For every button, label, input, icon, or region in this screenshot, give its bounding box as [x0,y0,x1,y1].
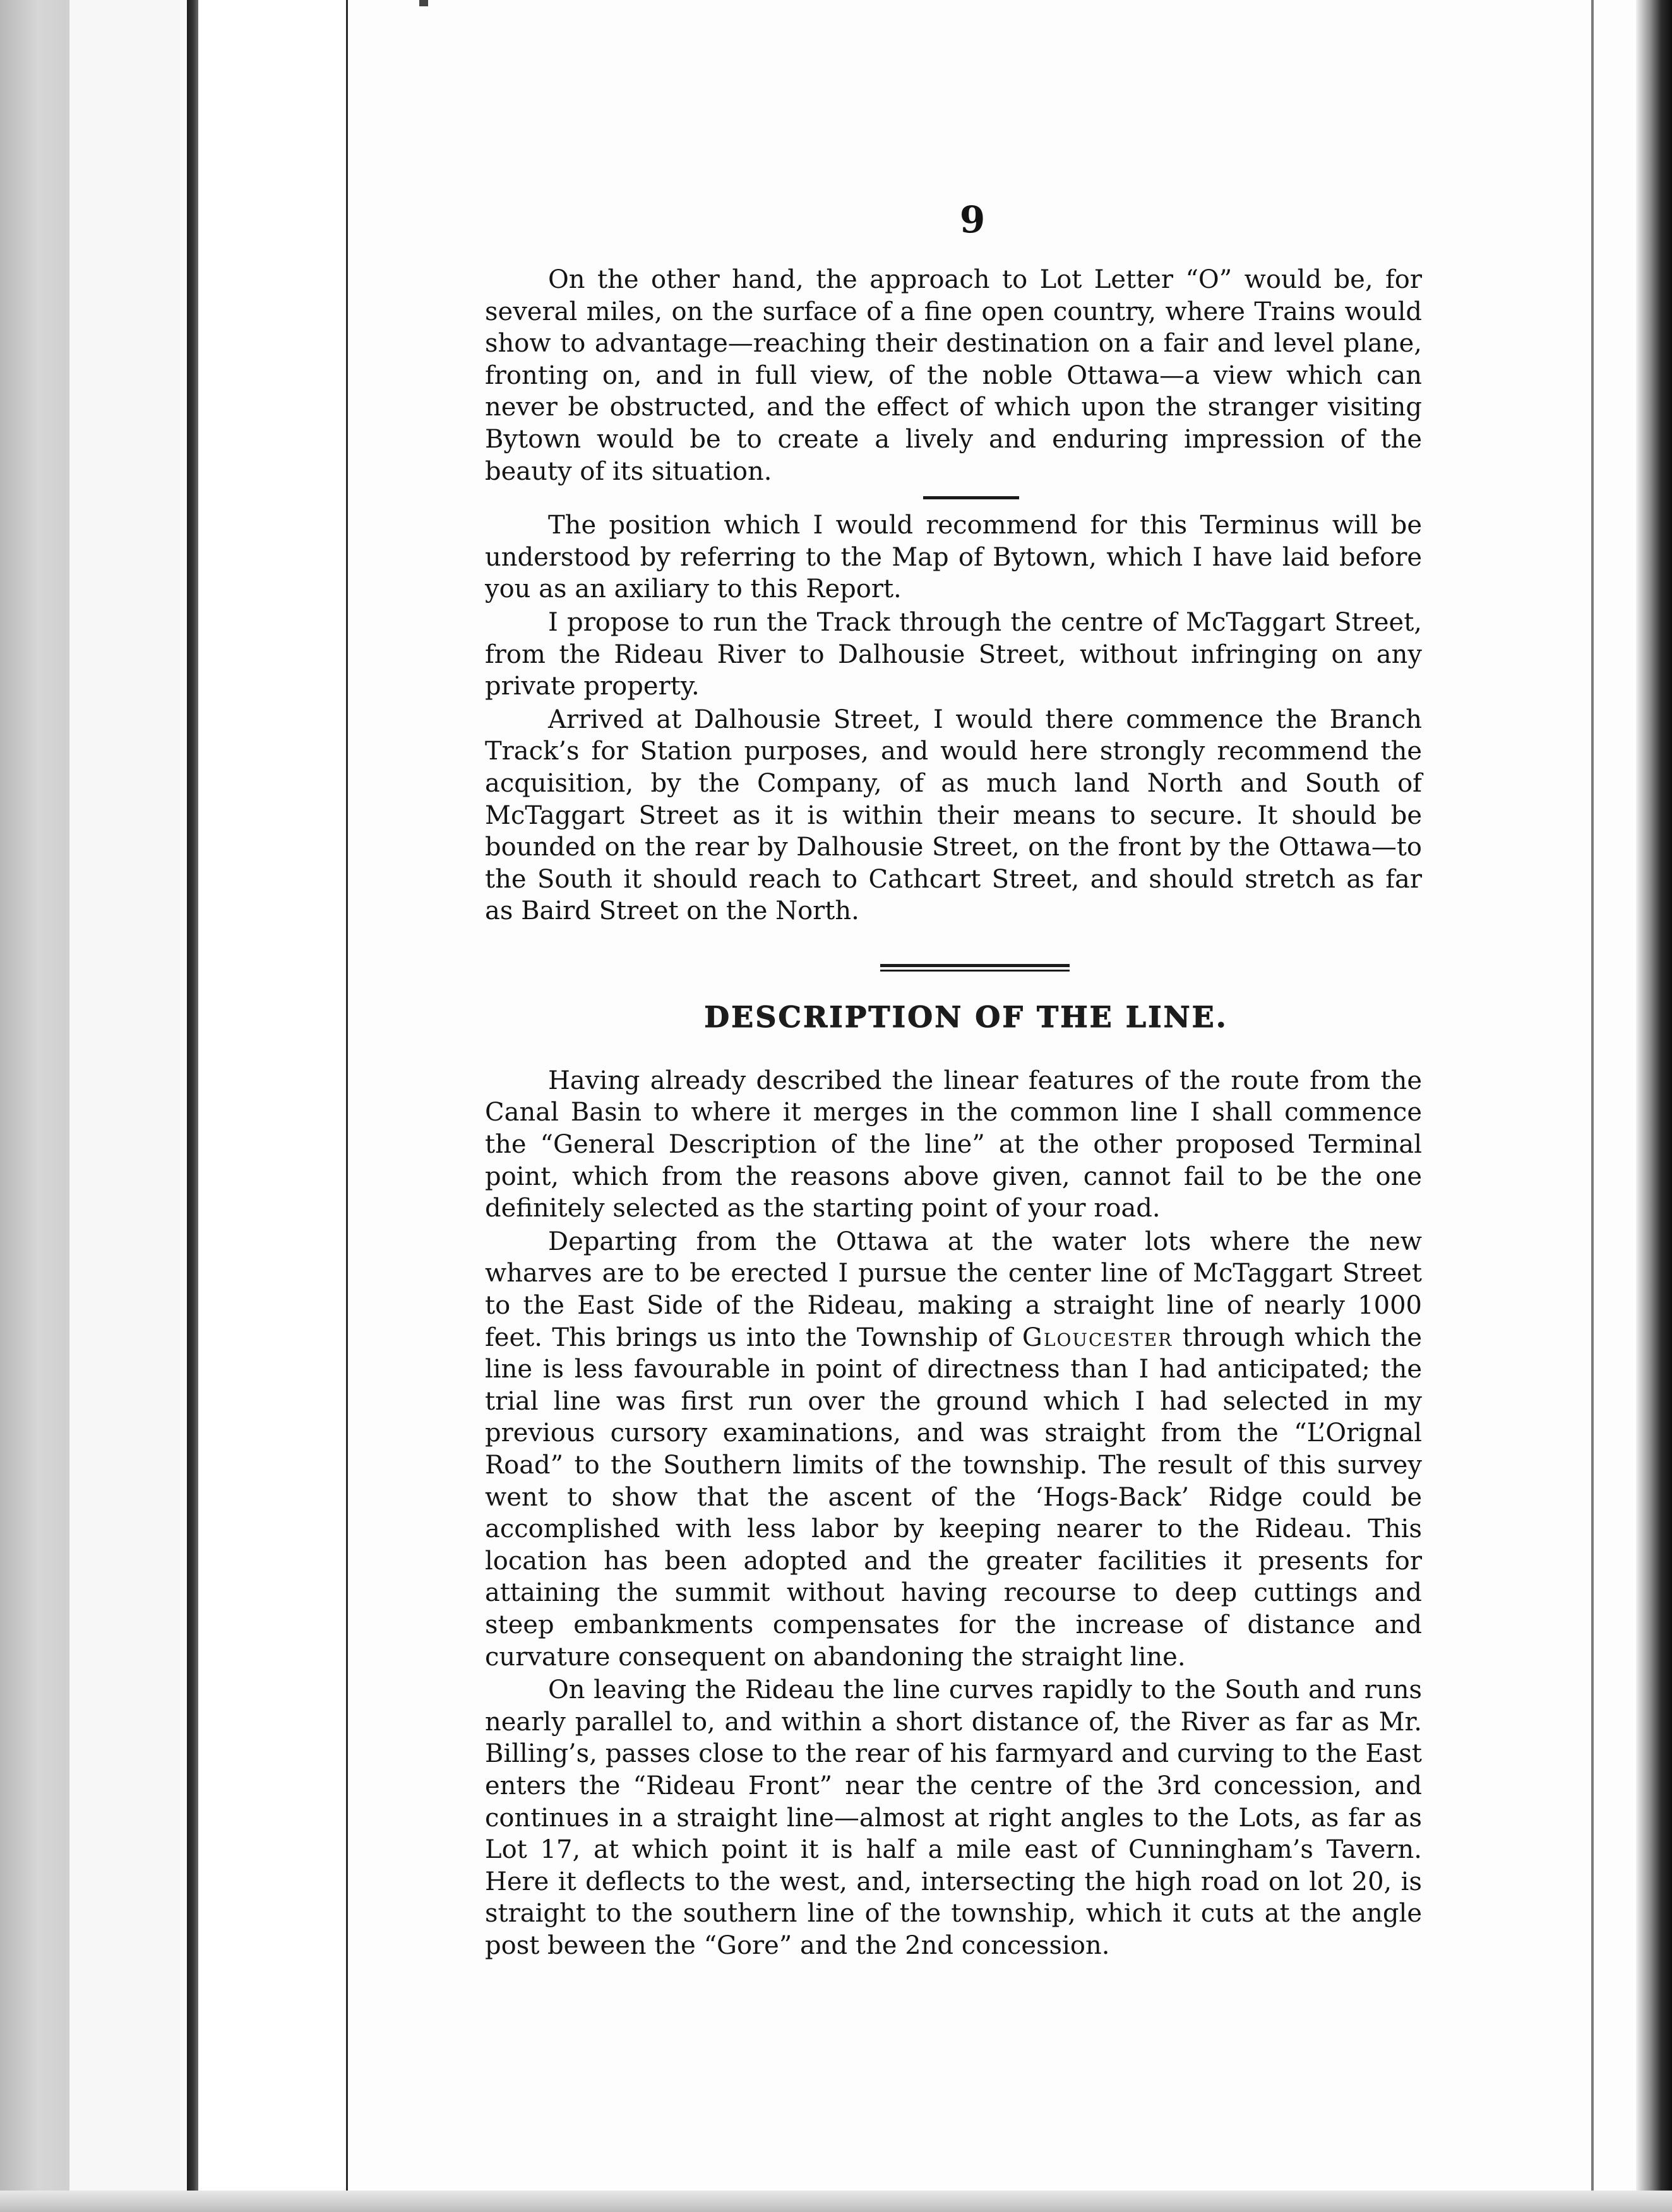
paragraph-leaving-rideau: On leaving the Rideau the line curves rapidly to the South and runs nearly parallel to, and within a short distance of, the River as far as Mr. Billing’s, passes close to the rear of his farmyard and curving to the East enters the “Rideau Front” near the centre of the 3rd concession, and continues in a straight line—almost at right angles to the Lots, as far as Lot 17, at which point it is half a mile east of Cunningham’s Tavern. Here it deflects to the west, and, intersecting the high road on lot 20, is straight to the southern line of the township, which it cuts at the angle post beween the “Gore” and the 2nd concession. [485,1675,1422,1960]
paragraph-departing-text-b: through which the line is less favourable in point of directness than I had anticipated; the trial line was first run over the ground which I had selected in my previous cursory examinations, and was straight from the “L’Orignal Road” to the Southern limits of the township. The result of this survey went to show that the ascent of the ‘Hogs-Back’ Ridge could be accomplished with less labor by keeping nearer to the Rideau. This location has been adopted and the greater facilities it presents for attaining the summit without having recourse to deep cuttings and steep embankments compensates for the increase of distance and curvature consequent on abandoning the straight line. [485,1323,1423,1672]
township-name: Gloucester [1022,1323,1173,1352]
scan-mark [419,0,428,6]
section-divider-rule [880,964,1070,972]
page-content [485,198,1423,1962]
paragraph-departing-ottawa [485,1226,1422,1673]
paragraph-dalhousie-station: Arrived at Dalhousie Street, I would there commence the Branch Track’s for Station purposes, and would here strongly recommend the acquisition, by the Company, of as much land North and South of McTaggart Street as it is within their means to secure. It should be bounded on the rear by Dalhousie Street, on the front by the Ottawa—to the South it should reach to Cathcart Street, and should stretch as far as Baird Street on the North. [485,705,1422,926]
facing-page-edge [69,0,189,2212]
paragraph-approach-lot-o: On the other hand, the approach to Lot Letter “O” would be, for several miles, on the surface of a fine open country, where Trains would show to advantage—reaching their destination on a fair and level plane, fronting on, and in full view, of the noble Ottawa—a view which can never be obstructed, and the effect of which upon the stranger visiting Bytown would be to create a lively and enduring impression of the beauty of its situation. [485,265,1422,486]
paragraph-track-mctaggart: I propose to run the Track through the centre of McTaggart Street, from the Rideau River to Dalhousie Street, without infringing on any private property. [485,607,1422,701]
section-heading-text: DESCRIPTION OF THE LINE. [704,999,1228,1034]
paragraph-general-description: Having already described the linear features of the route from the Canal Basin to where it merges in the common line I shall commence the “General Description of the line” at the other proposed Terminal point, which from the reasons above given, cannot fail to be the one definitely selected as the starting point of your road. [485,1066,1422,1223]
paragraph-departing-text-a: Departing from the Ottawa at the water lots where the new wharves are to be erected I pursue the center line of McTaggart Street to the East Side of the Rideau, making a straight line of nearly 1000 feet. This brings us into the Township of [485,1227,1422,1352]
paragraph-terminus-position: The position which I would recommend for this Terminus will be understood by referring to the Map of Bytown, which I have laid before you as an axiliary to this Report. [485,511,1422,604]
section-heading [485,999,1422,1035]
short-divider-rule [923,496,1019,499]
scan-bottom-shadow [0,2191,1672,2212]
scan-background-left [0,0,69,2212]
page-left-border [346,0,348,2212]
binding-shadow [187,0,198,2212]
scan-background-right [1636,0,1672,2212]
page-right-border [1591,0,1594,2212]
page-number: 9 [959,198,986,241]
